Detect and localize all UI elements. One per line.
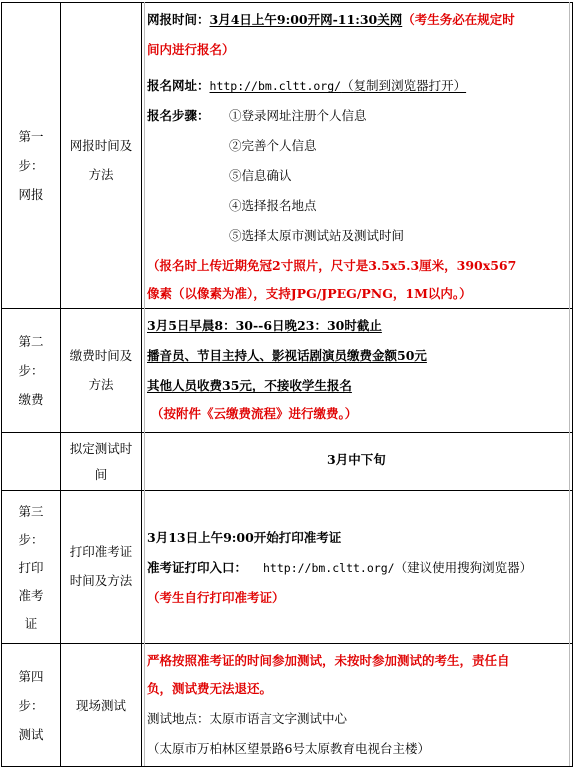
step-item: ⑤信息确认	[229, 168, 292, 183]
step-3-content: 3月13日上午9:00开始打印准考证 准考证打印入口： http://bm.cltt.org/（建议使用搜狗浏览器） （考生自行打印准考证）	[147, 530, 533, 605]
step-item: ①登录网址注册个人信息	[229, 108, 367, 123]
entry-url-link[interactable]: http://bm.cltt.org/	[263, 561, 395, 575]
step-4-label: 第四 步： 测试	[18, 668, 44, 742]
step-3-method-label: 打印准考证 时间及方法	[69, 544, 133, 588]
step-2-content: 3月5日早晨8：30--6日晚23：30时截止 播音员、节目主持人、影视话剧演员缴费金额50元 其他人员收费35元，不接收学生报名 （按附件《云缴费流程》进行缴费。）	[147, 318, 427, 421]
photo-note: （报名时上传近期免冠2寸照片，尺寸是3.5x5.3厘米，390x567	[147, 258, 517, 273]
step-2-method-label: 缴费时间及 方法	[69, 348, 133, 392]
step-3-label: 第三 步： 打印 准考 证	[18, 503, 44, 631]
step-item: ⑤选择太原市测试站及测试时间	[229, 228, 405, 243]
step-1-label: 第一 步： 网报	[18, 128, 44, 202]
photo-note: 像素（以像素为准），支持JPG/JPEG/PNG，1M以内。）	[147, 286, 472, 301]
step-4-content: 严格按照准考证的时间参加测试，未按时参加测试的考生，责任自 负，测试费无法退还。 测试地点：太原市语言文字测试中心 （太原市万柏林区望景路6号太原教育电视台主楼）	[147, 653, 510, 756]
step-1-content: 网报时间：3月4日上午9:00开网-11:30关网（考生务必在规定时 间内进行报名） 报名网址：http://bm.cltt.org/（复制到浏览器打开） 报名步骤： ①登录网址注册个人信息 ②完善个人信息 ⑤信息确认 ④选择报名地点 ⑤选择太原市测试站及测试时间 （报名时上传近期免冠2寸照片，尺寸是3.5x5.3厘米，390x567 像素（以像素为准），支持JPG/JPEG/PNG，1M以内。）	[147, 12, 517, 301]
step-item: ④选择报名地点	[229, 198, 317, 213]
step-1-method-label: 网报时间及 方法	[69, 138, 133, 182]
test-time-content: 3月中下旬	[327, 452, 386, 467]
site-url-link[interactable]: http://bm.cltt.org/	[209, 79, 342, 93]
test-time-label: 拟定测试时 间	[69, 441, 133, 482]
step-2-label: 第二 步： 缴费	[18, 333, 44, 407]
step-item: ②完善个人信息	[229, 138, 317, 153]
step-4-method-label: 现场测试	[75, 697, 126, 713]
